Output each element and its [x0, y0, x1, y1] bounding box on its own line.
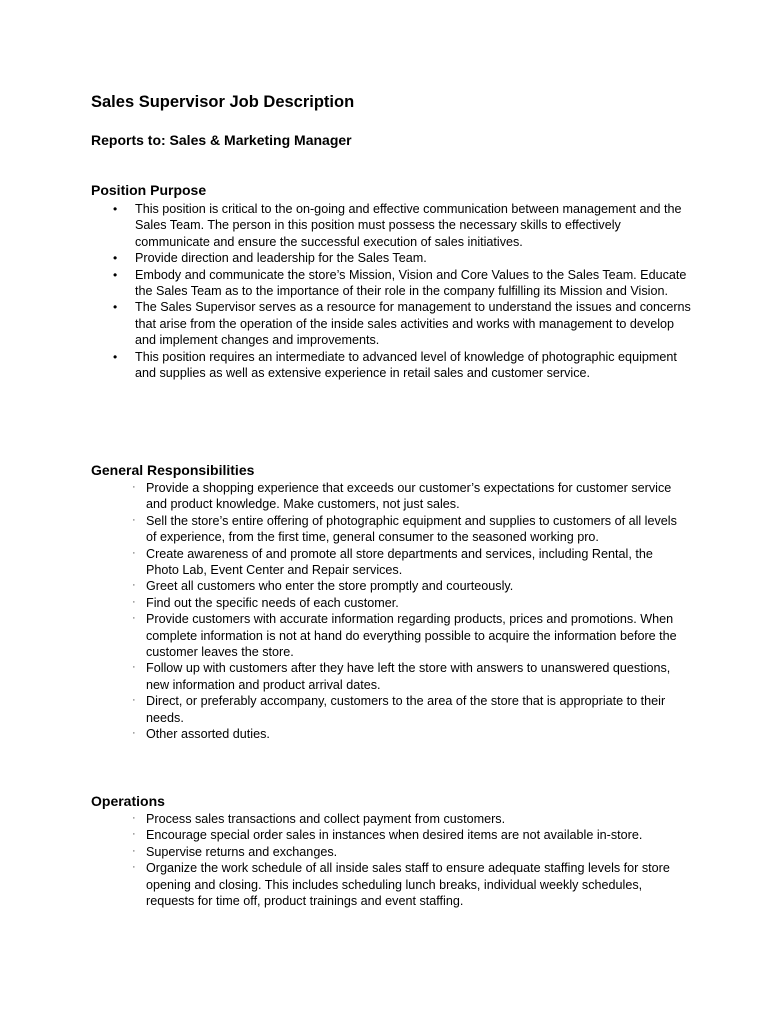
bullet-icon: ·	[132, 661, 136, 674]
list-item-text: Embody and communicate the store’s Mission, Vision and Core Values to the Sales Team. Educate the Sales Team as to the importance of their role in the company fulfilling its Mission and Vision.	[135, 267, 687, 299]
list-item-text: Create awareness of and promote all store departments and services, including Rental, the Photo Lab, Event Center and Repair services.	[146, 546, 653, 578]
list-item	[91, 349, 691, 382]
operations-section	[91, 793, 686, 909]
list-item	[91, 860, 686, 909]
list-item	[91, 811, 686, 827]
list-item	[91, 480, 686, 513]
bullet-icon: ·	[132, 579, 136, 592]
list-item	[91, 578, 686, 594]
bullet-icon: •	[113, 251, 118, 266]
bullet-icon: ·	[132, 861, 136, 874]
list-item	[91, 844, 686, 860]
bullet-icon: ·	[132, 481, 136, 493]
list-item-text: Provide customers with accurate information regarding products, prices and promotions. When complete information is not at hand do everything possible to acquire the information before the customer leaves the store.	[146, 612, 677, 660]
list-item-text: Process sales transactions and collect payment from customers.	[146, 812, 506, 826]
list-item-text: Other assorted duties.	[146, 727, 270, 742]
list-item	[91, 693, 686, 726]
list-item	[91, 611, 686, 660]
position-purpose-list	[91, 201, 691, 381]
bullet-icon: •	[113, 267, 118, 282]
document-title: Sales Supervisor Job Description	[91, 93, 355, 111]
list-item	[91, 595, 686, 611]
list-item-text: The Sales Supervisor serves as a resource for management to understand the issues and concerns that arise from the operation of the inside sales activities and works with management to develop and implement changes and improvements.	[135, 300, 691, 348]
bullet-icon: ·	[132, 513, 136, 526]
bullet-icon: •	[113, 349, 118, 364]
list-item-text: Encourage special order sales in instances when desired items are not available in-store.	[146, 828, 643, 843]
position-purpose-heading: Position Purpose	[91, 182, 207, 198]
list-item-text: Direct, or preferably accompany, customers to the area of the store that is appropriate to their needs.	[146, 694, 666, 725]
list-item-text: Provide a shopping experience that exceeds our customer’s expectations for customer service and product knowledge. Make customers, not just sales.	[146, 481, 672, 512]
bullet-icon: ·	[132, 812, 136, 824]
list-item	[91, 299, 691, 348]
list-item-text: This position is critical to the on-going and effective communication between management and the Sales Team. The person in this position must possess the necessary skills to effectively communicate and ensure the successful execution of sales initiatives.	[135, 202, 682, 249]
bullet-icon: ·	[132, 595, 136, 608]
bullet-icon: ·	[132, 612, 136, 625]
list-item	[91, 546, 686, 579]
bullet-icon: ·	[132, 727, 136, 740]
list-item-text: Greet all customers who enter the store promptly and courteously.	[146, 579, 514, 594]
reports-to-line: Reports to: Sales & Marketing Manager	[91, 132, 352, 148]
list-item	[91, 201, 691, 250]
list-item-text: Provide direction and leadership for the Sales Team.	[135, 251, 427, 266]
list-item-text: Follow up with customers after they have left the store with answers to unanswered questions, new information and product arrival dates.	[146, 661, 671, 692]
list-item-text: Find out the specific needs of each customer.	[146, 595, 399, 610]
list-item	[91, 267, 691, 300]
bullet-icon: •	[113, 202, 118, 216]
list-item-text: Organize the work schedule of all inside sales staff to ensure adequate staffing levels for store opening and closing. This includes scheduling lunch breaks, individual weekly schedules, requests for time off, product trainings and event staffing.	[146, 861, 670, 909]
list-item	[91, 827, 686, 843]
list-item-text: Sell the store’s entire offering of photographic equipment and supplies to customers of all levels of experience, from the first time, general consumer to the seasoned working pro.	[146, 513, 677, 545]
list-item	[91, 513, 686, 546]
general-responsibilities-list	[91, 480, 686, 743]
list-item	[91, 726, 686, 742]
position-purpose-section	[91, 182, 691, 381]
bullet-icon: ·	[132, 844, 136, 857]
list-item	[91, 250, 691, 266]
bullet-icon: ·	[132, 546, 136, 559]
general-responsibilities-heading: General Responsibilities	[91, 462, 255, 478]
bullet-icon: ·	[132, 694, 136, 707]
operations-heading: Operations	[91, 793, 165, 809]
list-item	[91, 660, 686, 693]
bullet-icon: ·	[132, 828, 136, 841]
general-responsibilities-section	[91, 462, 686, 743]
bullet-icon: •	[113, 300, 118, 315]
list-item-text: Supervise returns and exchanges.	[146, 844, 338, 859]
list-item-text: This position requires an intermediate to advanced level of knowledge of photographic equipment and supplies as well as extensive experience in retail sales and customer service.	[135, 349, 677, 381]
operations-list	[91, 811, 686, 909]
